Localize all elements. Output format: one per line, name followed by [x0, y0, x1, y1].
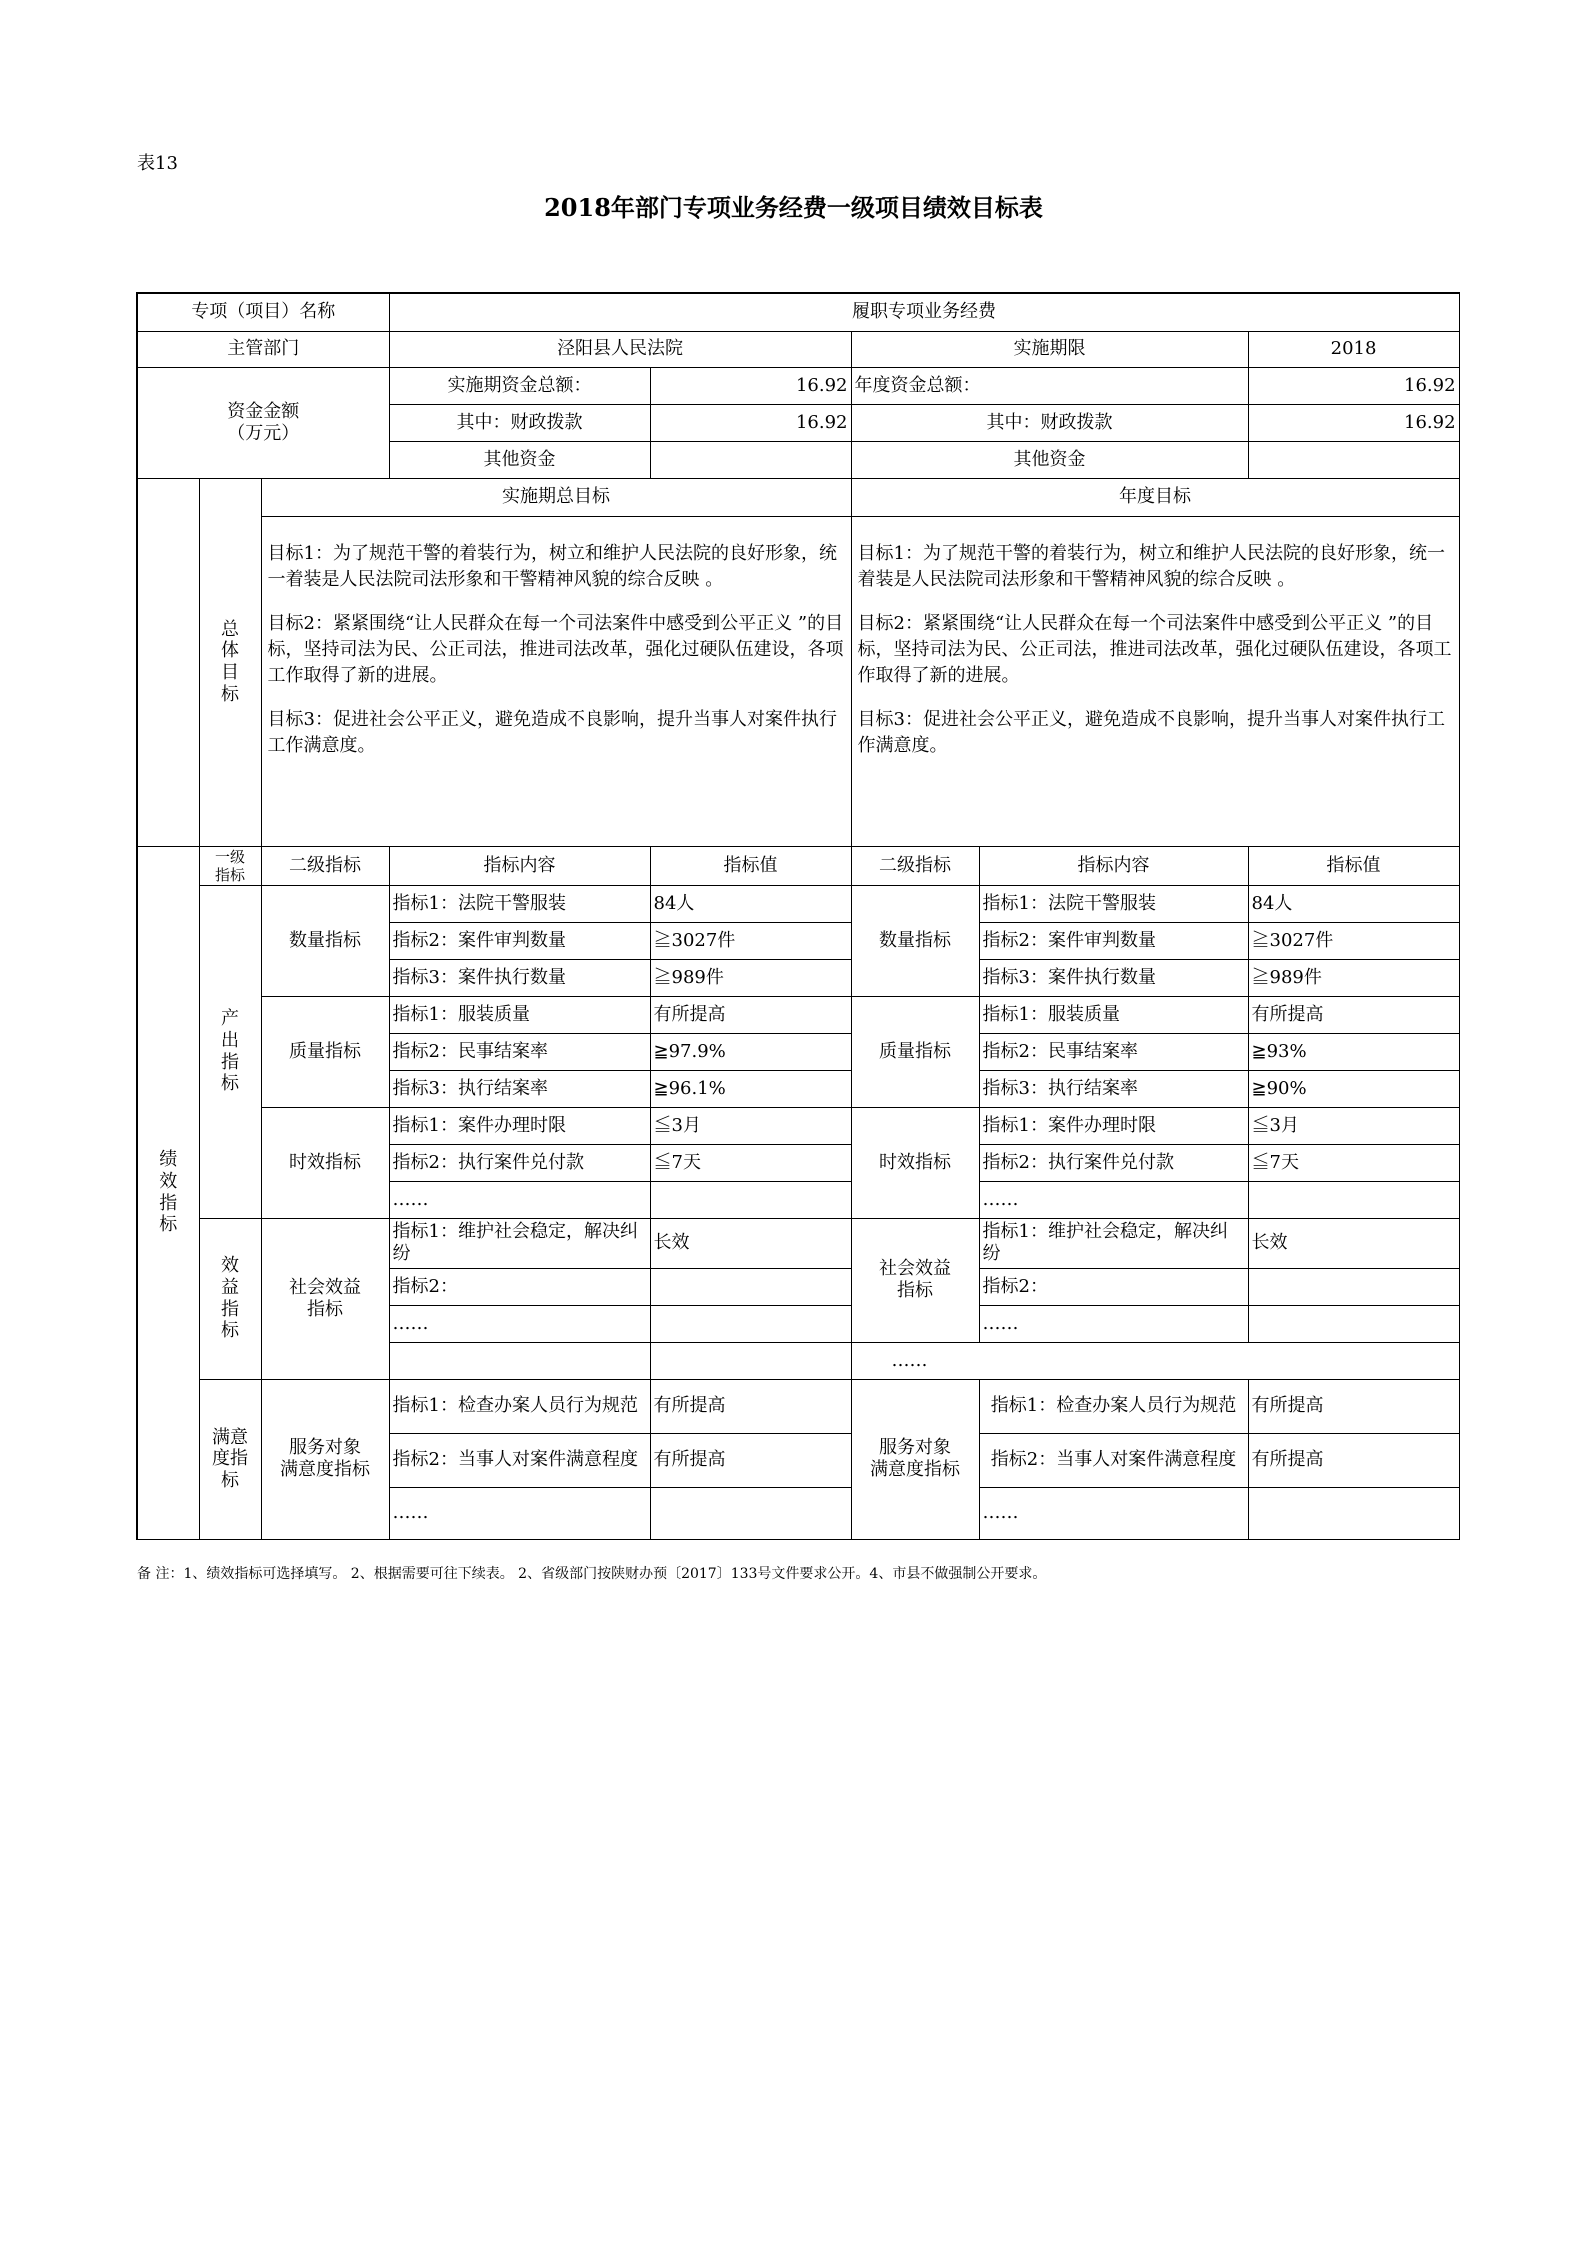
- table-row-cell: ≦7天: [1248, 1144, 1459, 1181]
- page-title: 2018年部门专项业务经费一级项目绩效目标表: [544, 193, 1043, 222]
- funds-total-value: 16.92: [650, 367, 851, 404]
- table-row-cell: 指标1：服装质量: [979, 996, 1248, 1033]
- social-benefit-indicator-annual: 社会效益 指标: [851, 1218, 979, 1342]
- table-row-cell: 指标2：执行案件兑付款: [979, 1144, 1248, 1181]
- table-row-cell: 长效: [650, 1218, 851, 1268]
- table-row-cell: ……: [979, 1181, 1248, 1218]
- perf-section-label: 绩 效 指 标: [137, 846, 199, 1539]
- funds-fiscal-value: 16.92: [650, 404, 851, 441]
- funds-fiscal-value-annual: 16.92: [1248, 404, 1459, 441]
- table-row-cell: ≧97.9%: [650, 1033, 851, 1070]
- funds-annual-value: 16.92: [1248, 367, 1459, 404]
- quantity-indicator: 数量指标: [261, 885, 389, 996]
- period-goal-text: [261, 516, 851, 846]
- table-row-cell: ≧96.1%: [650, 1070, 851, 1107]
- table-row-cell: [650, 1305, 851, 1342]
- table-row-cell: ≦7天: [650, 1144, 851, 1181]
- dept-value: 泾阳县人民法院: [389, 331, 851, 367]
- table-row-cell: [650, 1342, 851, 1379]
- funds-fiscal-label: 其中：财政拨款: [389, 404, 650, 441]
- col-value: 指标值: [650, 846, 851, 885]
- table-row-cell: ≦3月: [650, 1107, 851, 1144]
- col-content: 指标内容: [389, 846, 650, 885]
- table-row-cell: ……: [389, 1181, 650, 1218]
- timeliness-indicator-annual: 时效指标: [851, 1107, 979, 1218]
- table-row-cell: [389, 1342, 650, 1379]
- table-row-cell: ≧3027件: [1248, 922, 1459, 959]
- funds-other-value-annual: [1248, 441, 1459, 478]
- annual-goal-text: [851, 516, 1459, 846]
- table-row-cell: [1248, 1181, 1459, 1218]
- timeliness-indicator: 时效指标: [261, 1107, 389, 1218]
- period-goal-2: 目标2：紧紧围绕“让人民群众在每一个司法案件中感受到公平正义 ”的目标，坚持司法为民、公正司法，推进司法改革，强化过硬队伍建设，各项工作取得了新的进展。: [267, 612, 844, 686]
- project-name-label: 专项（项目）名称: [137, 293, 389, 331]
- annual-goal-3: 目标3：促进社会公平正义，避免造成不良影响，提升当事人对案件执行工作满意度。: [857, 708, 1445, 757]
- table-row-cell: [650, 1268, 851, 1305]
- table-row-cell: 指标3：案件执行数量: [979, 959, 1248, 996]
- annual-goal-header: 年度目标: [851, 478, 1459, 516]
- table-row-cell: 指标3：执行结案率: [979, 1070, 1248, 1107]
- table-row-cell: ……: [979, 1487, 1248, 1539]
- service-satisfaction-indicator: 服务对象 满意度指标: [261, 1379, 389, 1539]
- table-row-cell: 有所提高: [650, 1433, 851, 1487]
- funds-other-label: 其他资金: [389, 441, 650, 478]
- period-goal-1: 目标1：为了规范干警的着装行为，树立和维护人民法院的良好形象，统一着装是人民法院司法形象和干警精神风貌的综合反映 。: [267, 542, 837, 590]
- funds-fiscal-label-annual: 其中：财政拨款: [851, 404, 1248, 441]
- table-row-cell: 指标1：检查办案人员行为规范: [979, 1379, 1248, 1433]
- period-value: 2018: [1248, 331, 1459, 367]
- table-row-cell: 指标1：服装质量: [389, 996, 650, 1033]
- table-row-cell: ≦3月: [1248, 1107, 1459, 1144]
- table-row-cell: [1248, 1268, 1459, 1305]
- table-row-cell: 指标2：民事结案率: [979, 1033, 1248, 1070]
- table-row-cell: ≧989件: [650, 959, 851, 996]
- table-row-cell: 84人: [650, 885, 851, 922]
- table-row-cell: 指标1：法院干警服装: [389, 885, 650, 922]
- funds-annual-label: 年度资金总额：: [851, 367, 1248, 404]
- table-row-cell: 指标2：当事人对案件满意程度: [389, 1433, 650, 1487]
- table-row-cell: 指标1：维护社会稳定，解决纠纷: [389, 1218, 650, 1268]
- table-row-cell: 指标1：案件办理时限: [979, 1107, 1248, 1144]
- table-number: 表13: [137, 153, 178, 174]
- period-goal-3: 目标3：促进社会公平正义，避免造成不良影响，提升当事人对案件执行工作满意度。: [267, 708, 837, 757]
- period-label: 实施期限: [851, 331, 1248, 367]
- table-row-cell: 有所提高: [1248, 1379, 1459, 1433]
- col-level1: 一级 指标: [199, 846, 261, 885]
- table-row-cell: ≧3027件: [650, 922, 851, 959]
- table-row-cell: [650, 1487, 851, 1539]
- table-row-cell: 指标2：执行案件兑付款: [389, 1144, 650, 1181]
- col-level2: 二级指标: [261, 846, 389, 885]
- table-row-cell: [1248, 1487, 1459, 1539]
- table-row-cell: ……: [389, 1305, 650, 1342]
- table-row-cell: 有所提高: [650, 1379, 851, 1433]
- satisfaction-indicator-label: 满意 度指 标: [199, 1379, 261, 1539]
- table-row-cell: 指标1：维护社会稳定，解决纠纷: [979, 1218, 1248, 1268]
- benefit-indicator-label: 效 益 指 标: [199, 1218, 261, 1379]
- table-row-cell: 指标1：法院干警服装: [979, 885, 1248, 922]
- table-row-cell: [1248, 1305, 1459, 1342]
- table-row-cell: ……: [851, 1342, 1459, 1379]
- annual-goal-2: 目标2：紧紧围绕“让人民群众在每一个司法案件中感受到公平正义 ”的目标，坚持司法为民、公正司法，推进司法改革，强化过硬队伍建设，各项工作取得了新的进展。: [857, 612, 1452, 686]
- col-level2-annual: 二级指标: [851, 846, 979, 885]
- performance-table: [136, 292, 1460, 1540]
- output-indicator-label: 产 出 指 标: [199, 885, 261, 1218]
- overall-goals-section: [137, 478, 199, 846]
- table-row-cell: 指标2：民事结案率: [389, 1033, 650, 1070]
- table-row-cell: 有所提高: [1248, 996, 1459, 1033]
- social-benefit-indicator: 社会效益 指标: [261, 1218, 389, 1379]
- service-satisfaction-indicator-annual: 服务对象 满意度指标: [851, 1379, 979, 1539]
- table-row-cell: 指标2：案件审判数量: [979, 922, 1248, 959]
- dept-label: 主管部门: [137, 331, 389, 367]
- annual-goal-1: 目标1：为了规范干警的着装行为，树立和维护人民法院的良好形象，统一着装是人民法院司法形象和干警精神风貌的综合反映 。: [857, 542, 1445, 590]
- overall-goals-label: 总 体 目 标: [199, 478, 261, 846]
- footnote: 备 注：1、绩效指标可选择填写。 2、根据需要可往下续表。 2、省级部门按陕财办预〔2017〕133号文件要求公开。4、市县不做强制公开要求。: [137, 1566, 1047, 1582]
- quality-indicator-annual: 质量指标: [851, 996, 979, 1107]
- table-row-cell: 84人: [1248, 885, 1459, 922]
- table-row-cell: ……: [979, 1305, 1248, 1342]
- table-row-cell: 指标2：: [389, 1268, 650, 1305]
- table-row-cell: 指标2：当事人对案件满意程度: [979, 1433, 1248, 1487]
- col-content-annual: 指标内容: [979, 846, 1248, 885]
- table-row-cell: [650, 1181, 851, 1218]
- table-row-cell: 指标1：检查办案人员行为规范: [389, 1379, 650, 1433]
- funds-label: 资金金额 （万元）: [137, 367, 389, 478]
- table-row-cell: 指标2：: [979, 1268, 1248, 1305]
- quantity-indicator-annual: 数量指标: [851, 885, 979, 996]
- col-value-annual: 指标值: [1248, 846, 1459, 885]
- table-row-cell: 长效: [1248, 1218, 1459, 1268]
- project-name-value: 履职专项业务经费: [389, 293, 1459, 331]
- table-row-cell: 指标1：案件办理时限: [389, 1107, 650, 1144]
- table-row-cell: 指标3：案件执行数量: [389, 959, 650, 996]
- period-goal-header: 实施期总目标: [261, 478, 851, 516]
- funds-other-value: [650, 441, 851, 478]
- quality-indicator: 质量指标: [261, 996, 389, 1107]
- funds-total-label: 实施期资金总额：: [389, 367, 650, 404]
- table-row-cell: 指标3：执行结案率: [389, 1070, 650, 1107]
- table-row-cell: 有所提高: [1248, 1433, 1459, 1487]
- table-row-cell: ≧93%: [1248, 1033, 1459, 1070]
- table-row-cell: 有所提高: [650, 996, 851, 1033]
- table-row-cell: ……: [389, 1487, 650, 1539]
- funds-other-label-annual: 其他资金: [851, 441, 1248, 478]
- table-row-cell: ≧989件: [1248, 959, 1459, 996]
- table-row-cell: 指标2：案件审判数量: [389, 922, 650, 959]
- table-row-cell: ≧90%: [1248, 1070, 1459, 1107]
